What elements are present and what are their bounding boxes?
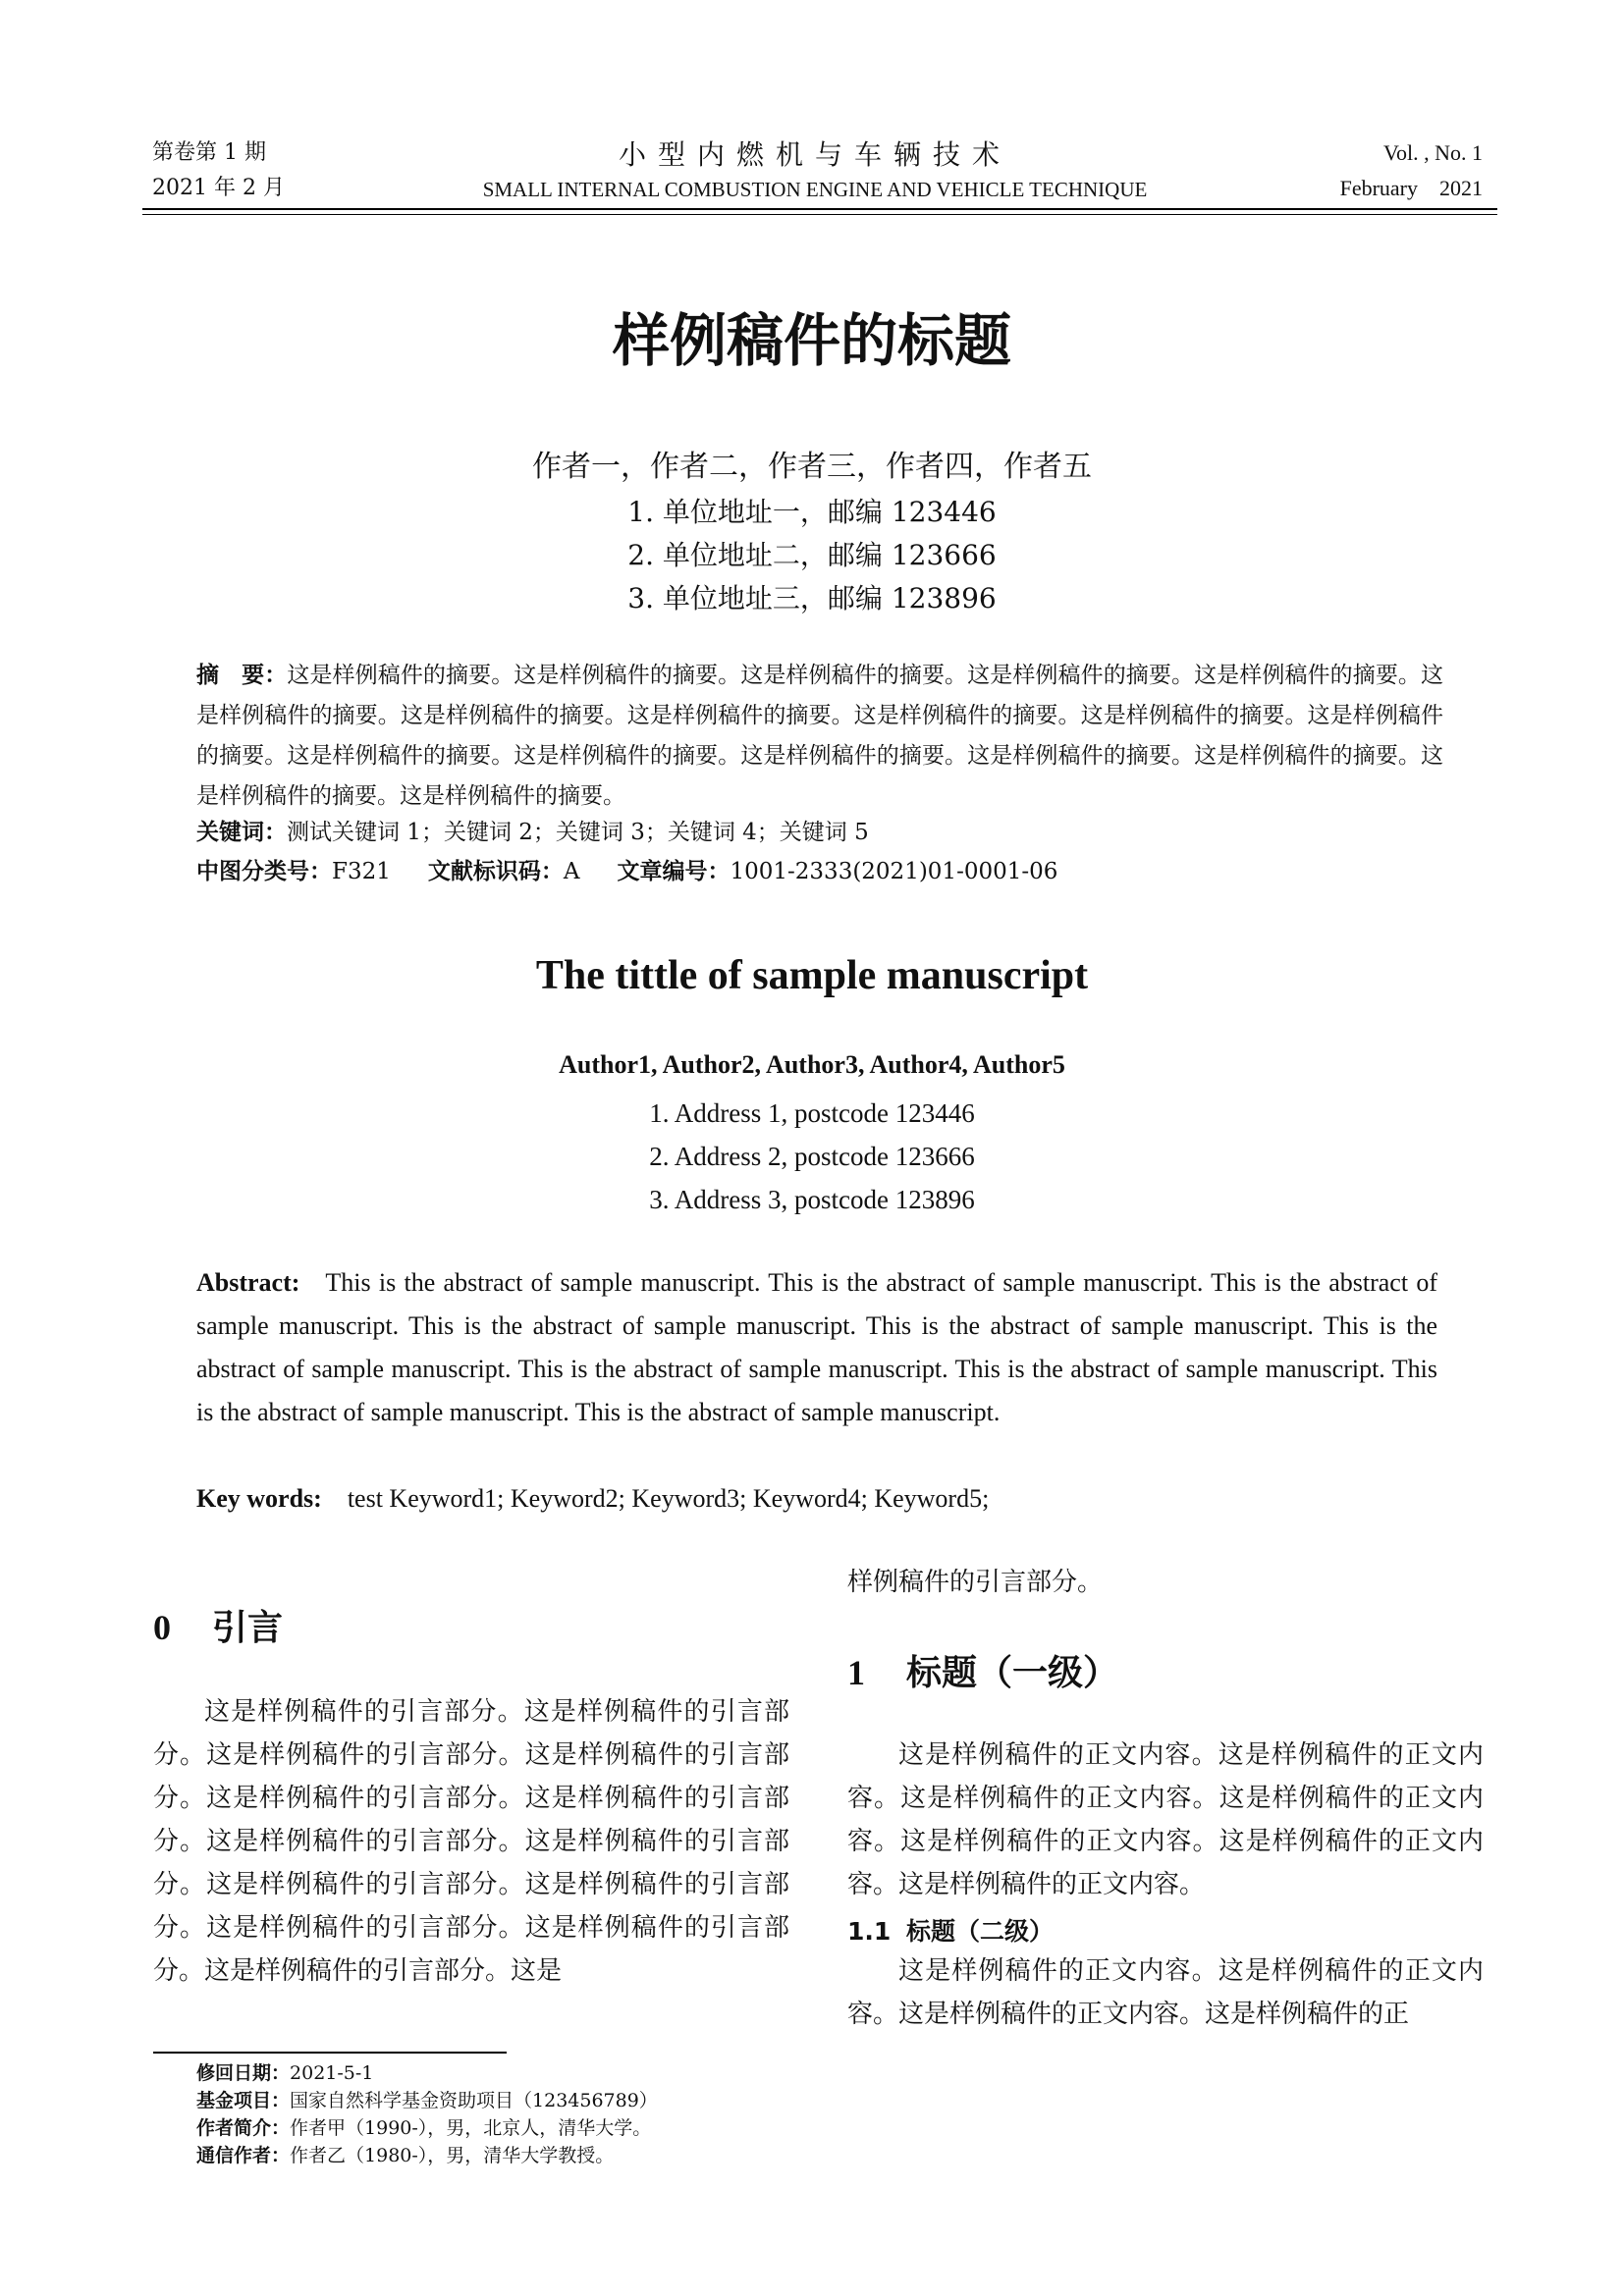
authors-en: Author1, Author2, Author3, Author4, Author5: [559, 1050, 1065, 1079]
doc-code-label: 文献标识码：: [427, 859, 564, 884]
subsection-1-1-body: 这是样例稿件的正文内容。这是样例稿件的正文内容。这是样例稿件的正文内容。这是样例稿件的正: [847, 1956, 1484, 2029]
journal-name: [412, 135, 1218, 204]
clc-value: F321: [332, 859, 391, 884]
journal-name-cn: 小型内燃机与车辆技术: [618, 138, 1011, 171]
footnotes: [196, 2059, 884, 2169]
affiliation-cn-1: 1. 单位地址一，邮编 123446: [627, 496, 997, 528]
footnote-label: 修回日期：: [196, 2062, 291, 2084]
footnote-text: 作者甲（1990-），男，北京人，清华大学。: [290, 2117, 652, 2139]
keywords-en: [196, 1477, 1437, 1521]
footnote-label: 基金项目：: [196, 2090, 291, 2111]
keywords-cn-text: 测试关键词 1；关键词 2；关键词 3；关键词 4；关键词 5: [287, 820, 869, 845]
section-0-body: 这是样例稿件的引言部分。这是样例稿件的引言部分。这是样例稿件的引言部分。这是样例稿件的引言部分。这是样例稿件的引言部分。这是样例稿件的引言部分。这是样例稿件的引言部分。这是样例稿件的引言部分。这是样例稿件的引言部分。这是样例稿件的引言部分。这是样例稿件的引言部分。这是样例稿件的引言部分。这是样例稿件的引言部分。这是: [153, 1697, 789, 1986]
footnote-revised-date: [196, 2059, 884, 2087]
section-0-title: 引言: [212, 1608, 284, 1648]
classification-line: [196, 852, 1443, 891]
keywords-en-text: test Keyword1; Keyword2; Keyword3; Keyword4; Keyword5;: [347, 1484, 990, 1513]
issue-line: 第卷第 1 期: [152, 140, 266, 165]
abstract-cn: [196, 656, 1443, 817]
footnote-corresponding: [196, 2142, 884, 2169]
section-0-body-continued: 样例稿件的引言部分。: [847, 1568, 1104, 1597]
subsection-1-1-number: 1.1: [847, 1917, 892, 1946]
clc-label: 中图分类号：: [196, 859, 332, 884]
affiliation-en-1: 1. Address 1, postcode 123446: [649, 1098, 975, 1128]
affiliations-en: [0, 1092, 1624, 1221]
subsection-1-1-title: 标题（二级）: [906, 1917, 1055, 1946]
keywords-cn-label: 关键词：: [196, 820, 287, 845]
keywords-en-label: Key words:: [196, 1484, 322, 1513]
section-1-number: 1: [847, 1653, 865, 1692]
abstract-en-label: Abstract:: [196, 1268, 300, 1297]
affiliation-cn-3: 3. 单位地址三，邮编 123896: [627, 582, 997, 614]
article-no-value: 1001-2333(2021)01-0001-06: [730, 859, 1058, 884]
section-1-body: 这是样例稿件的正文内容。这是样例稿件的正文内容。这是样例稿件的正文内容。这是样例稿件的正文内容。这是样例稿件的正文内容。这是样例稿件的正文内容。这是样例稿件的正文内容。: [847, 1740, 1484, 1899]
header-rule-thin: [142, 214, 1497, 215]
paper-title-en: The tittle of sample manuscript: [535, 953, 1089, 998]
footnote-text: 作者乙（1980-），男，清华大学教授。: [290, 2145, 615, 2166]
affiliations-cn: [0, 491, 1624, 620]
abstract-cn-label: 摘 要：: [196, 663, 288, 688]
journal-issue-en: [1340, 135, 1483, 206]
month-line: February 2021: [1339, 176, 1483, 200]
affiliation-cn-2: 2. 单位地址二，邮编 123666: [627, 539, 997, 571]
section-0-number: 0: [153, 1608, 171, 1647]
affiliation-en-2: 2. Address 2, postcode 123666: [649, 1142, 975, 1171]
footnote-funding: [196, 2087, 884, 2114]
keywords-cn: [196, 813, 1443, 852]
paper-title-cn: 样例稿件的标题: [612, 307, 1011, 374]
article-no-label: 文章编号：: [617, 859, 731, 884]
subsection-1-1-heading: [847, 1912, 1484, 1948]
footnote-author-bio: [196, 2114, 884, 2142]
abstract-en-text: This is the abstract of sample manuscript. This is the abstract of sample manuscript. This is the abstract of sample manuscript. This is the abstract of sample manuscript. This is the abstract of sample manuscript. This is the abstract of sample manuscript. This is the abstract of sample manuscript. This is the abstract of sample manuscript. This is the abstract of sample manuscript. This is the abstract of sample manuscript.: [196, 1268, 1437, 1426]
footnote-rule: [153, 2052, 507, 2054]
footnote-text: 国家自然科学基金资助项目（123456789）: [290, 2090, 658, 2111]
date-line: 2021 年 2 月: [152, 176, 285, 200]
footnote-label: 通信作者：: [196, 2145, 291, 2166]
footnote-label: 作者简介：: [196, 2117, 291, 2139]
footnote-text: 2021-5-1: [290, 2062, 374, 2084]
section-1-heading: [847, 1645, 1484, 1695]
header-rule-thick: [142, 208, 1497, 210]
journal-name-en: SMALL INTERNAL COMBUSTION ENGINE AND VEHICLE TECHNIQUE: [482, 178, 1148, 201]
authors-cn: 作者一，作者二，作者三，作者四，作者五: [532, 450, 1092, 484]
section-1-title: 标题（一级）: [906, 1653, 1119, 1693]
section-0-heading: [153, 1600, 789, 1650]
volume-line: Vol. , No. 1: [1382, 140, 1483, 165]
affiliation-en-3: 3. Address 3, postcode 123896: [649, 1185, 975, 1214]
abstract-en: [196, 1261, 1437, 1434]
doc-code-value: A: [563, 859, 580, 884]
abstract-cn-text: 这是样例稿件的摘要。这是样例稿件的摘要。这是样例稿件的摘要。这是样例稿件的摘要。这是样例稿件的摘要。这是样例稿件的摘要。这是样例稿件的摘要。这是样例稿件的摘要。这是样例稿件的摘要。这是样例稿件的摘要。这是样例稿件的摘要。这是样例稿件的摘要。这是样例稿件的摘要。这是样例稿件的摘要。这是样例稿件的摘要。这是样例稿件的摘要。这是样例稿件的摘要。这是样例稿件的摘要。: [196, 663, 1444, 809]
journal-issue-cn: [152, 135, 285, 206]
